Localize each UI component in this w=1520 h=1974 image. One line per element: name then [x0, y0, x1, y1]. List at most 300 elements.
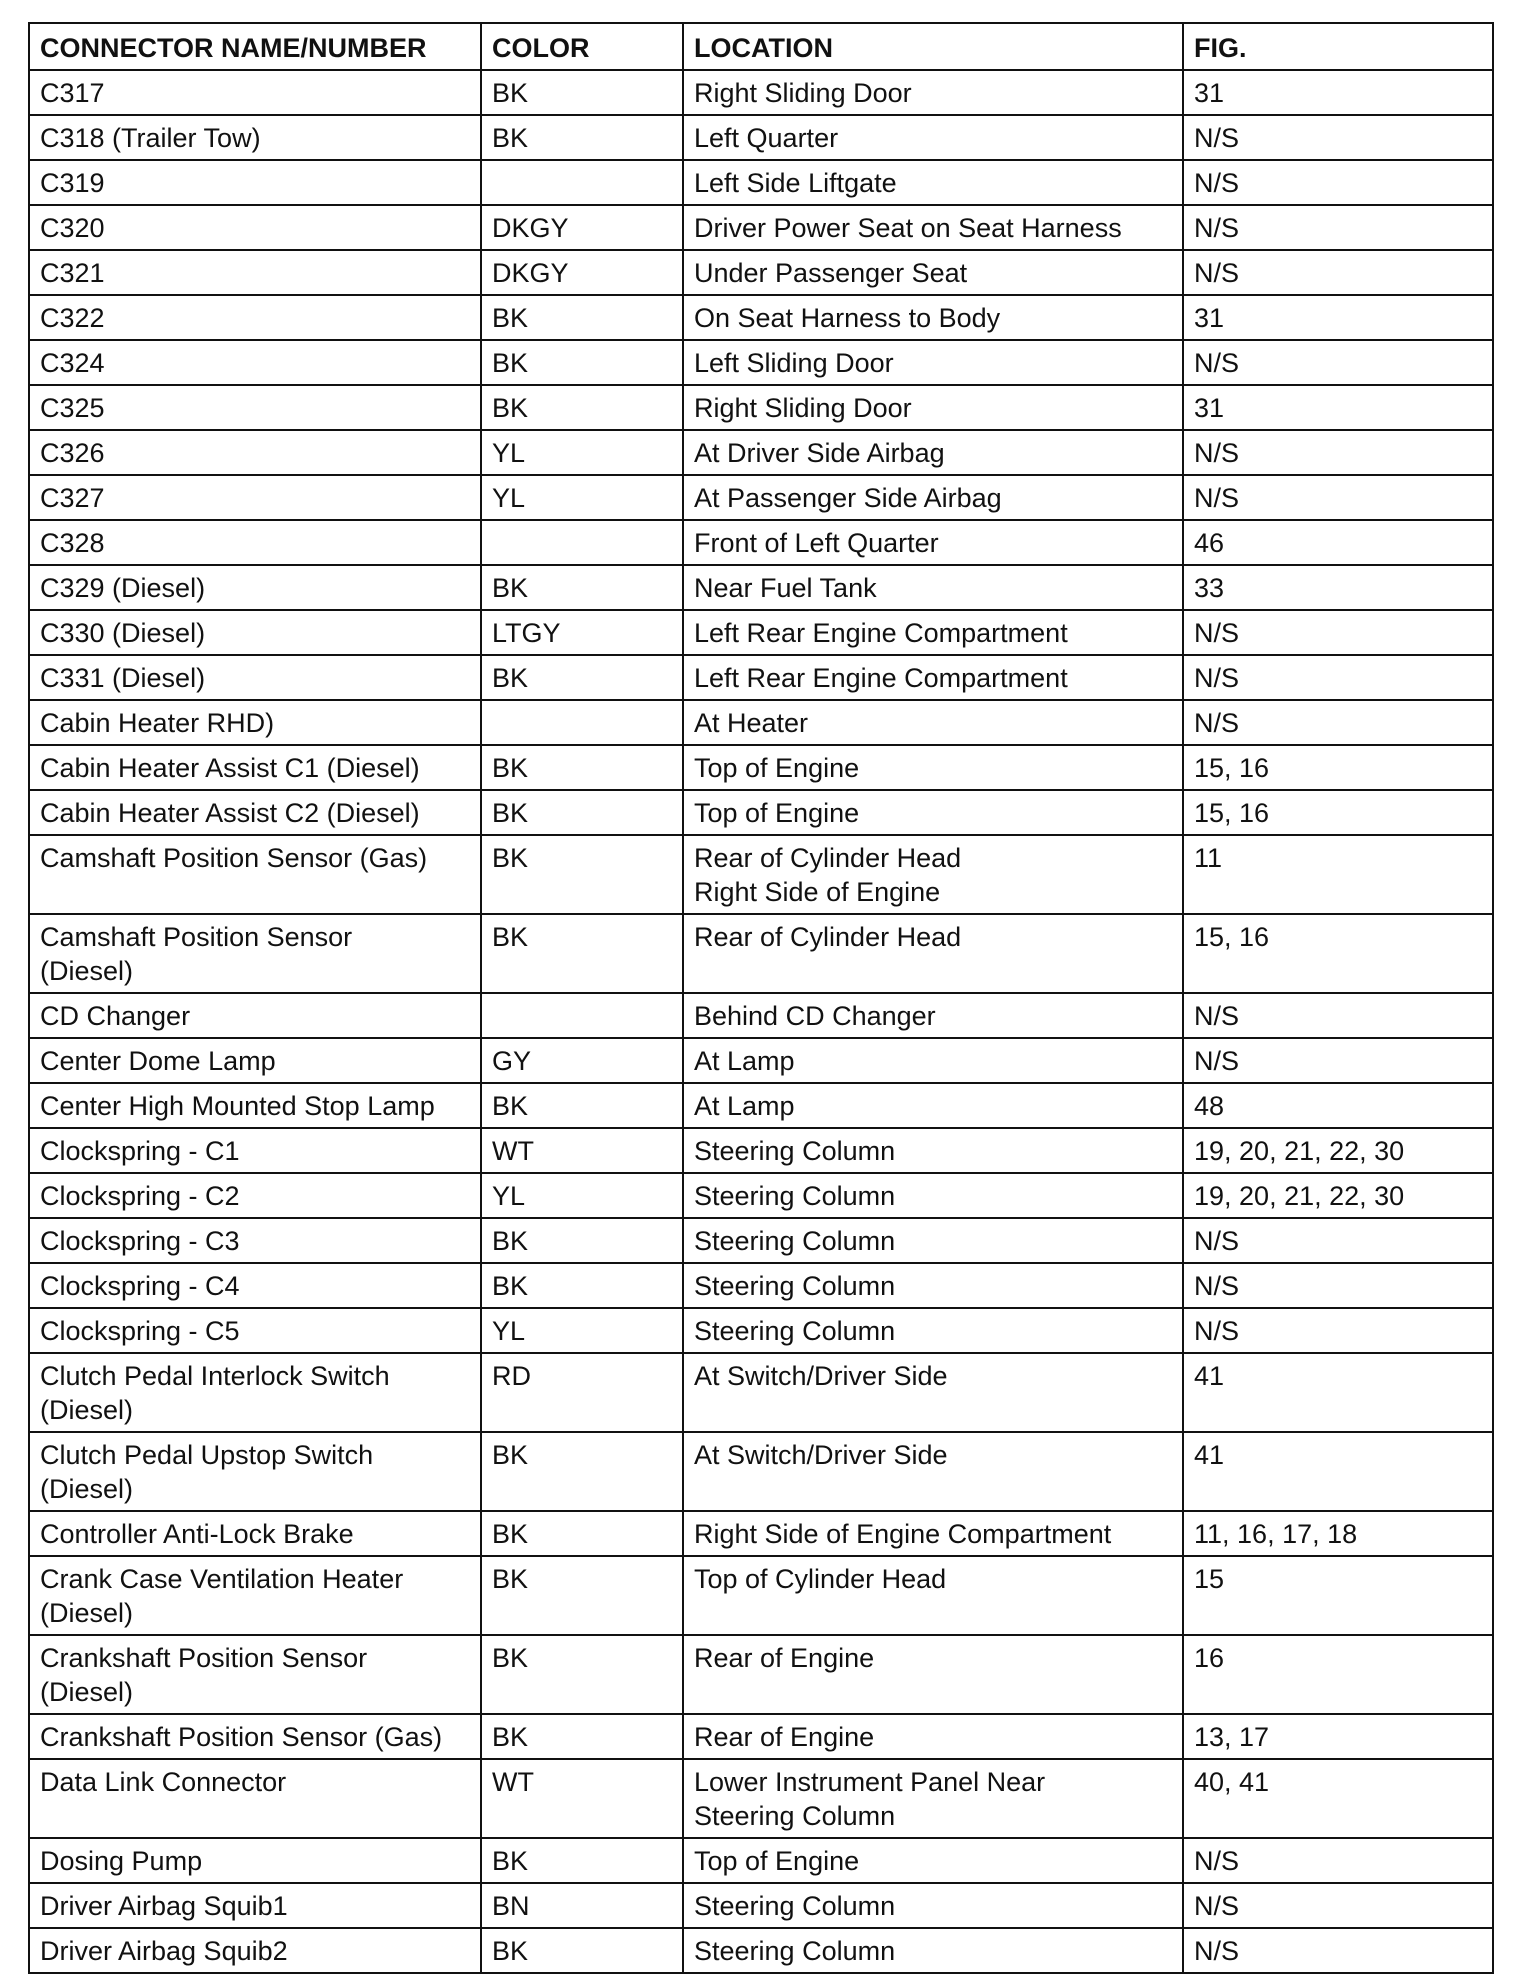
cell-location: [683, 160, 1183, 205]
connector-table-sheet: [28, 22, 1492, 1974]
cell-location-line: [694, 1472, 1172, 1506]
cell-location: [683, 115, 1183, 160]
cell-location-line: Rear of Engine: [694, 1722, 875, 1752]
cell-color: [481, 745, 683, 790]
cell-color-text: [492, 999, 672, 1033]
cell-fig: [1183, 70, 1493, 115]
table-row: [29, 700, 1493, 745]
cell-location-line: Driver Power Seat on Seat Harness: [694, 213, 1122, 243]
cell-color: [481, 1883, 683, 1928]
table-row: [29, 1883, 1493, 1928]
cell-fig: [1183, 430, 1493, 475]
cell-fig-text: 15: [1194, 1564, 1225, 1594]
cell-connector-name: [29, 1511, 481, 1556]
cell-location: [683, 1635, 1183, 1714]
cell-fig-text: 41: [1194, 1440, 1225, 1470]
cell-location-line: Left Rear Engine Compartment: [694, 663, 1068, 693]
cell-location-line: Steering Column: [694, 1136, 896, 1166]
cell-color-text: BK: [492, 393, 529, 423]
cell-fig: [1183, 1432, 1493, 1511]
cell-fig: [1183, 1083, 1493, 1128]
cell-color: [481, 205, 683, 250]
cell-connector-name: [29, 1263, 481, 1308]
table-row: [29, 655, 1493, 700]
cell-fig-text: 16: [1194, 1643, 1225, 1673]
table-row: [29, 115, 1493, 160]
table-row: [29, 250, 1493, 295]
cell-connector-name: [29, 1635, 481, 1714]
cell-connector-name: [29, 1218, 481, 1263]
cell-color-text: BK: [492, 1519, 529, 1549]
table-row: [29, 610, 1493, 655]
cell-location-line: Steering Column: [694, 1891, 896, 1921]
cell-connector-name-line: C325: [40, 393, 105, 423]
cell-fig-text: N/S: [1194, 618, 1240, 648]
cell-connector-name-line: C330 (Diesel): [40, 618, 206, 648]
table-row: [29, 914, 1493, 993]
cell-fig-text: N/S: [1194, 1046, 1240, 1076]
cell-location: [683, 385, 1183, 430]
table-row: [29, 835, 1493, 914]
cell-color: [481, 1928, 683, 1973]
cell-color: [481, 700, 683, 745]
cell-color-text: BK: [492, 843, 529, 873]
table-row: [29, 520, 1493, 565]
cell-connector-name-line: C324: [40, 348, 105, 378]
cell-color: [481, 993, 683, 1038]
cell-connector-name-line: (Diesel): [40, 956, 134, 986]
cell-connector-name-line: (Diesel): [40, 1598, 134, 1628]
cell-location: [683, 70, 1183, 115]
cell-color: [481, 520, 683, 565]
cell-color: [481, 1759, 683, 1838]
cell-location: [683, 1511, 1183, 1556]
cell-location-line: Rear of Engine: [694, 1643, 875, 1673]
table-row: [29, 993, 1493, 1038]
cell-fig-text: N/S: [1194, 708, 1240, 738]
cell-connector-name: [29, 1083, 481, 1128]
cell-fig: [1183, 340, 1493, 385]
cell-location-line: At Lamp: [694, 1046, 795, 1076]
cell-location: [683, 1883, 1183, 1928]
cell-fig: [1183, 385, 1493, 430]
cell-color-text: YL: [492, 1181, 526, 1211]
cell-connector-name-line: C321: [40, 258, 105, 288]
cell-color: [481, 70, 683, 115]
cell-connector-name-line: [40, 875, 470, 909]
cell-fig-text: N/S: [1194, 1936, 1240, 1966]
cell-connector-name-line: Camshaft Position Sensor (Gas): [40, 843, 428, 873]
cell-location: [683, 250, 1183, 295]
cell-fig: [1183, 1038, 1493, 1083]
table-row: [29, 1838, 1493, 1883]
cell-connector-name-line: Dosing Pump: [40, 1846, 203, 1876]
cell-color: [481, 1173, 683, 1218]
cell-connector-name: [29, 385, 481, 430]
cell-location-line: Steering Column: [694, 1226, 896, 1256]
cell-connector-name: [29, 1714, 481, 1759]
cell-color-text: BK: [492, 1226, 529, 1256]
table-row: [29, 745, 1493, 790]
cell-location: [683, 1308, 1183, 1353]
cell-fig: [1183, 1218, 1493, 1263]
cell-fig-text: 19, 20, 21, 22, 30: [1194, 1181, 1405, 1211]
cell-color-text: BK: [492, 78, 529, 108]
cell-color-text: BK: [492, 1091, 529, 1121]
cell-connector-name: [29, 205, 481, 250]
cell-color-text: BK: [492, 1564, 529, 1594]
cell-fig: [1183, 205, 1493, 250]
cell-location: [683, 1173, 1183, 1218]
cell-fig-text: 40, 41: [1194, 1767, 1270, 1797]
cell-location-line: Top of Engine: [694, 1846, 860, 1876]
cell-connector-name-line: Cabin Heater RHD): [40, 708, 275, 738]
cell-location: [683, 700, 1183, 745]
cell-color: [481, 1128, 683, 1173]
cell-color-text: BK: [492, 753, 529, 783]
cell-connector-name: [29, 295, 481, 340]
cell-connector-name: [29, 1883, 481, 1928]
cell-color-text: BK: [492, 798, 529, 828]
cell-location-line: Under Passenger Seat: [694, 258, 968, 288]
cell-connector-name-line: Clutch Pedal Interlock Switch: [40, 1361, 390, 1391]
cell-connector-name-line: (Diesel): [40, 1395, 134, 1425]
cell-fig: [1183, 1759, 1493, 1838]
table-row: [29, 1308, 1493, 1353]
cell-fig: [1183, 1353, 1493, 1432]
table-row: [29, 565, 1493, 610]
cell-connector-name: [29, 655, 481, 700]
cell-connector-name: [29, 1556, 481, 1635]
cell-connector-name-line: (Diesel): [40, 1677, 134, 1707]
cell-location: [683, 295, 1183, 340]
table-row: [29, 1128, 1493, 1173]
cell-fig: [1183, 655, 1493, 700]
cell-connector-name-line: Clockspring - C4: [40, 1271, 240, 1301]
cell-color: [481, 655, 683, 700]
cell-location-line: Left Side Liftgate: [694, 168, 897, 198]
cell-color-text: WT: [492, 1136, 534, 1166]
cell-location: [683, 1714, 1183, 1759]
cell-connector-name: [29, 993, 481, 1038]
cell-connector-name-line: C317: [40, 78, 105, 108]
cell-fig: [1183, 115, 1493, 160]
cell-location: [683, 565, 1183, 610]
cell-fig-text: 41: [1194, 1361, 1225, 1391]
cell-location-line: At Switch/Driver Side: [694, 1361, 948, 1391]
table-row: [29, 1511, 1493, 1556]
cell-color: [481, 475, 683, 520]
cell-fig: [1183, 1883, 1493, 1928]
table-row: [29, 1556, 1493, 1635]
cell-color-text: BK: [492, 1846, 529, 1876]
cell-connector-name: [29, 1353, 481, 1432]
cell-connector-name-line: Clutch Pedal Upstop Switch: [40, 1440, 374, 1470]
cell-color-text: BK: [492, 573, 529, 603]
cell-location: [683, 1218, 1183, 1263]
cell-color-text: YL: [492, 483, 526, 513]
cell-location-line: [694, 1596, 1172, 1630]
cell-connector-name-line: Center High Mounted Stop Lamp: [40, 1091, 435, 1121]
cell-location-line: Left Sliding Door: [694, 348, 894, 378]
cell-fig: [1183, 790, 1493, 835]
cell-connector-name-line: C328: [40, 528, 105, 558]
cell-connector-name-line: C322: [40, 303, 105, 333]
table-row: [29, 1353, 1493, 1432]
cell-fig: [1183, 1928, 1493, 1973]
table-row: [29, 430, 1493, 475]
cell-fig-text: 48: [1194, 1091, 1225, 1121]
cell-connector-name-line: C331 (Diesel): [40, 663, 206, 693]
cell-connector-name-line: Crankshaft Position Sensor (Gas): [40, 1722, 443, 1752]
cell-connector-name-line: Data Link Connector: [40, 1767, 287, 1797]
cell-location-line: Right Side of Engine Compartment: [694, 1519, 1112, 1549]
cell-location: [683, 1838, 1183, 1883]
cell-location-line: Right Sliding Door: [694, 78, 912, 108]
cell-location-line: [694, 1675, 1172, 1709]
cell-fig: [1183, 914, 1493, 993]
cell-fig-text: 15, 16: [1194, 922, 1270, 952]
cell-location-line: [694, 954, 1172, 988]
cell-connector-name: [29, 1038, 481, 1083]
cell-fig-text: 46: [1194, 528, 1225, 558]
cell-location: [683, 1556, 1183, 1635]
cell-location: [683, 914, 1183, 993]
cell-color: [481, 160, 683, 205]
cell-fig: [1183, 1128, 1493, 1173]
cell-connector-name: [29, 1308, 481, 1353]
cell-fig-text: 31: [1194, 78, 1225, 108]
cell-fig: [1183, 160, 1493, 205]
cell-connector-name: [29, 1432, 481, 1511]
cell-location-line: Left Rear Engine Compartment: [694, 618, 1068, 648]
cell-location-line: Rear of Cylinder Head: [694, 922, 962, 952]
cell-fig: [1183, 1173, 1493, 1218]
cell-fig: [1183, 1714, 1493, 1759]
cell-location-line: At Heater: [694, 708, 809, 738]
cell-fig: [1183, 475, 1493, 520]
cell-location: [683, 610, 1183, 655]
cell-fig: [1183, 610, 1493, 655]
cell-location: [683, 1759, 1183, 1838]
cell-location: [683, 340, 1183, 385]
cell-connector-name: [29, 1128, 481, 1173]
cell-location: [683, 655, 1183, 700]
cell-fig: [1183, 1263, 1493, 1308]
table-header-row: [29, 23, 1493, 70]
header-location: LOCATION: [683, 23, 1183, 70]
cell-fig-text: 11: [1194, 843, 1223, 873]
cell-color-text: BK: [492, 1440, 529, 1470]
table-row: [29, 1714, 1493, 1759]
cell-location-line: Behind CD Changer: [694, 1001, 936, 1031]
cell-color-text: BK: [492, 663, 529, 693]
cell-location: [683, 790, 1183, 835]
cell-location: [683, 835, 1183, 914]
cell-connector-name-line: Controller Anti-Lock Brake: [40, 1519, 354, 1549]
cell-location-line: Rear of Cylinder Head: [694, 843, 962, 873]
cell-color-text: DKGY: [492, 258, 569, 288]
cell-connector-name: [29, 430, 481, 475]
table-row: [29, 1432, 1493, 1511]
cell-color: [481, 610, 683, 655]
cell-location-line: Near Fuel Tank: [694, 573, 877, 603]
connector-table: [28, 22, 1494, 1974]
cell-connector-name-line: Clockspring - C5: [40, 1316, 240, 1346]
cell-color: [481, 1353, 683, 1432]
cell-fig: [1183, 700, 1493, 745]
cell-fig-text: N/S: [1194, 1001, 1240, 1031]
cell-connector-name: [29, 475, 481, 520]
table-body: [29, 70, 1493, 1973]
cell-fig: [1183, 835, 1493, 914]
cell-connector-name-line: C329 (Diesel): [40, 573, 206, 603]
cell-color: [481, 1635, 683, 1714]
cell-location-line: Steering Column: [694, 1936, 896, 1966]
table-row: [29, 295, 1493, 340]
cell-fig-text: N/S: [1194, 168, 1240, 198]
cell-location: [683, 205, 1183, 250]
cell-color-text: BK: [492, 922, 529, 952]
cell-color-text: BK: [492, 1936, 529, 1966]
cell-connector-name: [29, 1928, 481, 1973]
table-row: [29, 1759, 1493, 1838]
cell-fig: [1183, 993, 1493, 1038]
cell-connector-name: [29, 745, 481, 790]
cell-location-line: Steering Column: [694, 1316, 896, 1346]
cell-connector-name-line: Camshaft Position Sensor: [40, 922, 353, 952]
cell-fig-text: N/S: [1194, 1846, 1240, 1876]
cell-color: [481, 1556, 683, 1635]
cell-color-text: BK: [492, 123, 529, 153]
cell-fig-text: N/S: [1194, 438, 1240, 468]
cell-connector-name: [29, 1759, 481, 1838]
cell-fig-text: N/S: [1194, 1226, 1240, 1256]
cell-fig-text: 15, 16: [1194, 798, 1270, 828]
table-row: [29, 475, 1493, 520]
cell-color: [481, 914, 683, 993]
cell-location-line: On Seat Harness to Body: [694, 303, 1001, 333]
cell-location: [683, 1263, 1183, 1308]
cell-connector-name: [29, 70, 481, 115]
cell-connector-name-line: C326: [40, 438, 105, 468]
cell-location: [683, 1038, 1183, 1083]
cell-location-line: At Lamp: [694, 1091, 795, 1121]
cell-location-line: Steering Column: [694, 1801, 896, 1831]
table-row: [29, 385, 1493, 430]
cell-fig: [1183, 1556, 1493, 1635]
cell-location: [683, 745, 1183, 790]
cell-location: [683, 993, 1183, 1038]
cell-fig-text: N/S: [1194, 1891, 1240, 1921]
cell-fig-text: N/S: [1194, 123, 1240, 153]
cell-fig: [1183, 1635, 1493, 1714]
cell-color-text: BK: [492, 303, 529, 333]
cell-location: [683, 1928, 1183, 1973]
cell-color-text: GY: [492, 1046, 532, 1076]
cell-connector-name: [29, 160, 481, 205]
table-row: [29, 1218, 1493, 1263]
cell-connector-name: [29, 790, 481, 835]
cell-color-text: BK: [492, 1271, 529, 1301]
cell-connector-name-line: Center Dome Lamp: [40, 1046, 276, 1076]
cell-color: [481, 115, 683, 160]
cell-connector-name: [29, 115, 481, 160]
cell-color-text: [492, 526, 672, 560]
cell-fig-text: N/S: [1194, 1316, 1240, 1346]
cell-location-line: Left Quarter: [694, 123, 839, 153]
cell-connector-name-line: Driver Airbag Squib1: [40, 1891, 288, 1921]
cell-location-line: Top of Cylinder Head: [694, 1564, 947, 1594]
cell-color-text: YL: [492, 1316, 526, 1346]
cell-color: [481, 385, 683, 430]
cell-fig-text: N/S: [1194, 213, 1240, 243]
cell-fig: [1183, 1838, 1493, 1883]
cell-location-line: Top of Engine: [694, 753, 860, 783]
cell-location-line: At Driver Side Airbag: [694, 438, 945, 468]
cell-color: [481, 1218, 683, 1263]
cell-color: [481, 250, 683, 295]
cell-fig: [1183, 1308, 1493, 1353]
cell-color: [481, 565, 683, 610]
cell-connector-name-line: Clockspring - C1: [40, 1136, 240, 1166]
cell-color: [481, 1432, 683, 1511]
cell-fig: [1183, 520, 1493, 565]
cell-location-line: Front of Left Quarter: [694, 528, 939, 558]
cell-fig: [1183, 565, 1493, 610]
cell-connector-name-line: Crank Case Ventilation Heater: [40, 1564, 404, 1594]
cell-color: [481, 1714, 683, 1759]
cell-fig-text: N/S: [1194, 348, 1240, 378]
cell-connector-name: [29, 1838, 481, 1883]
cell-color-text: [492, 706, 672, 740]
cell-color: [481, 1308, 683, 1353]
cell-connector-name-line: Driver Airbag Squib2: [40, 1936, 288, 1966]
header-fig: FIG.: [1183, 23, 1493, 70]
cell-fig-text: 13, 17: [1194, 1722, 1270, 1752]
cell-fig-text: N/S: [1194, 1271, 1240, 1301]
cell-fig-text: 15, 16: [1194, 753, 1270, 783]
cell-connector-name-line: Crankshaft Position Sensor: [40, 1643, 368, 1673]
cell-color-text: LTGY: [492, 618, 561, 648]
cell-color-text: WT: [492, 1767, 534, 1797]
header-color: COLOR: [481, 23, 683, 70]
cell-location-line: At Passenger Side Airbag: [694, 483, 1002, 513]
cell-fig: [1183, 250, 1493, 295]
table-row: [29, 1928, 1493, 1973]
cell-location-line: [694, 1393, 1172, 1427]
cell-fig-text: 33: [1194, 573, 1225, 603]
header-connector-name: CONNECTOR NAME/NUMBER: [29, 23, 481, 70]
cell-location-line: Top of Engine: [694, 798, 860, 828]
cell-location: [683, 1432, 1183, 1511]
table-row: [29, 1635, 1493, 1714]
cell-color: [481, 1511, 683, 1556]
cell-connector-name: [29, 700, 481, 745]
table-row: [29, 160, 1493, 205]
cell-fig-text: N/S: [1194, 258, 1240, 288]
cell-location-line: Lower Instrument Panel Near: [694, 1767, 1046, 1797]
cell-color-text: BK: [492, 1722, 529, 1752]
cell-location-line: Right Side of Engine: [694, 877, 941, 907]
table-row: [29, 1083, 1493, 1128]
cell-location: [683, 1353, 1183, 1432]
cell-connector-name-line: Cabin Heater Assist C1 (Diesel): [40, 753, 420, 783]
cell-connector-name: [29, 1173, 481, 1218]
cell-location-line: Steering Column: [694, 1271, 896, 1301]
cell-connector-name: [29, 520, 481, 565]
cell-color-text: RD: [492, 1361, 531, 1391]
